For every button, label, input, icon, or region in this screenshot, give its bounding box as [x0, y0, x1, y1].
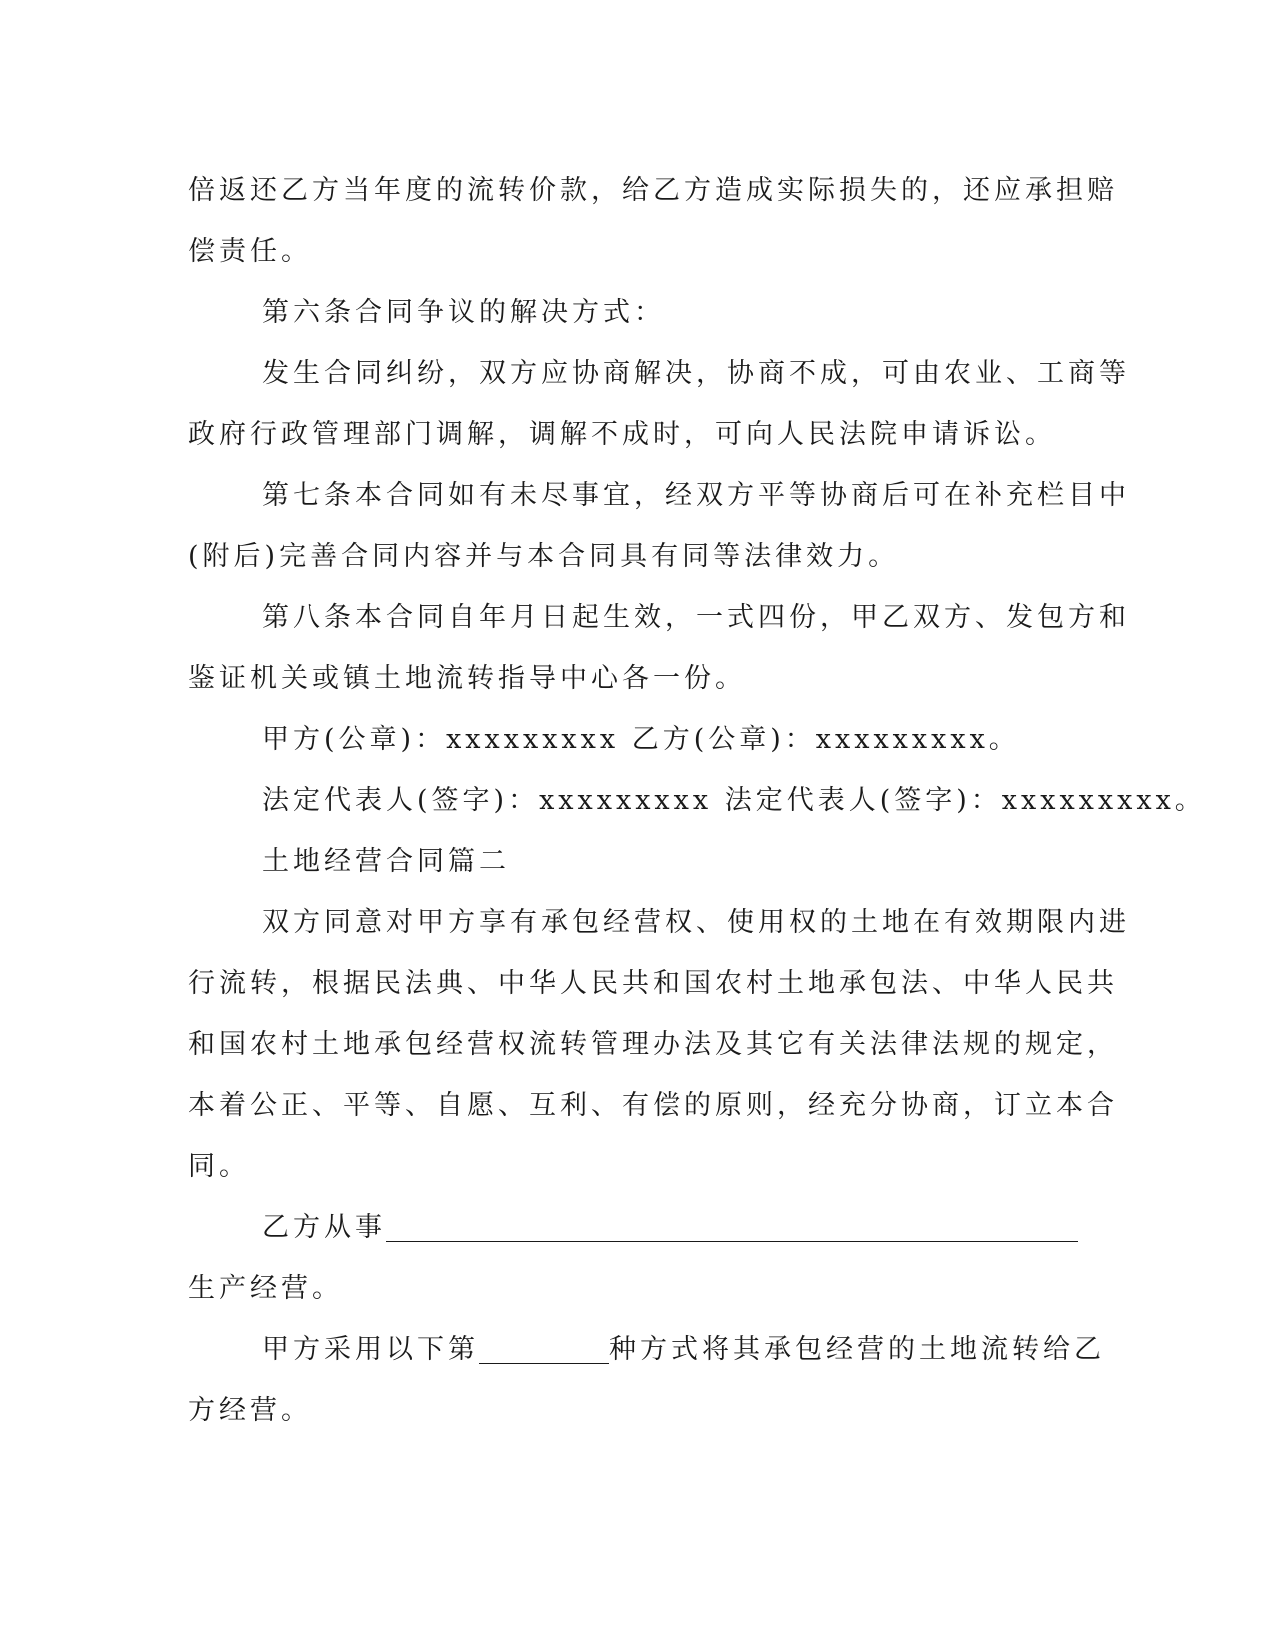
business-scope-blank[interactable]: [386, 1211, 1078, 1242]
text-line: 本着公正、平等、自愿、互利、有偿的原则，经充分协商，订立本合: [188, 1090, 1118, 1121]
transfer-method-label: 甲方采用以下第: [262, 1334, 479, 1365]
business-scope-label: 乙方从事: [262, 1212, 386, 1243]
document-body: [188, 160, 1206, 1441]
text-line: 双方同意对甲方享有承包经营权、使用权的土地在有效期限内进: [262, 907, 1130, 938]
transfer-method-line: [188, 1319, 1105, 1380]
text-line: 方经营。: [188, 1395, 312, 1426]
text-line: 政府行政管理部门调解，调解不成时，可向人民法院申请诉讼。: [188, 419, 1056, 450]
text-line: (附后)完善合同内容并与本合同具有同等法律效力。: [188, 541, 900, 572]
section-title: 土地经营合同篇二: [262, 846, 510, 877]
business-scope-line: [188, 1197, 1068, 1258]
text-line: 同。: [188, 1151, 250, 1182]
text-line: 和国农村土地承包经营权流转管理办法及其它有关法律法规的规定，: [188, 1029, 1118, 1060]
transfer-method-blank[interactable]: [479, 1333, 609, 1364]
article-7: 第七条本合同如有未尽事宜，经双方平等协商后可在补充栏目中: [262, 480, 1130, 511]
article-6-heading: 第六条合同争议的解决方式：: [262, 297, 665, 328]
legal-representatives-line: 法定代表人(签字)：xxxxxxxxx 法定代表人(签字)：xxxxxxxxx。: [262, 785, 1206, 816]
text-line: 行流转，根据民法典、中华人民共和国农村土地承包法、中华人民共: [188, 968, 1118, 999]
text-line: 生产经营。: [188, 1273, 343, 1304]
text-line: 发生合同纠纷，双方应协商解决，协商不成，可由农业、工商等: [262, 358, 1130, 389]
text-line: 倍返还乙方当年度的流转价款，给乙方造成实际损失的，还应承担赔: [188, 175, 1118, 206]
text-line: 鉴证机关或镇土地流转指导中心各一份。: [188, 663, 746, 694]
party-seals-line: 甲方(公章)：xxxxxxxxx 乙方(公章)：xxxxxxxxx。: [262, 724, 1020, 755]
transfer-method-suffix: 种方式将其承包经营的土地流转给乙: [609, 1334, 1105, 1365]
article-8: 第八条本合同自年月日起生效，一式四份，甲乙双方、发包方和: [262, 602, 1130, 633]
text-line: 偿责任。: [188, 236, 312, 267]
